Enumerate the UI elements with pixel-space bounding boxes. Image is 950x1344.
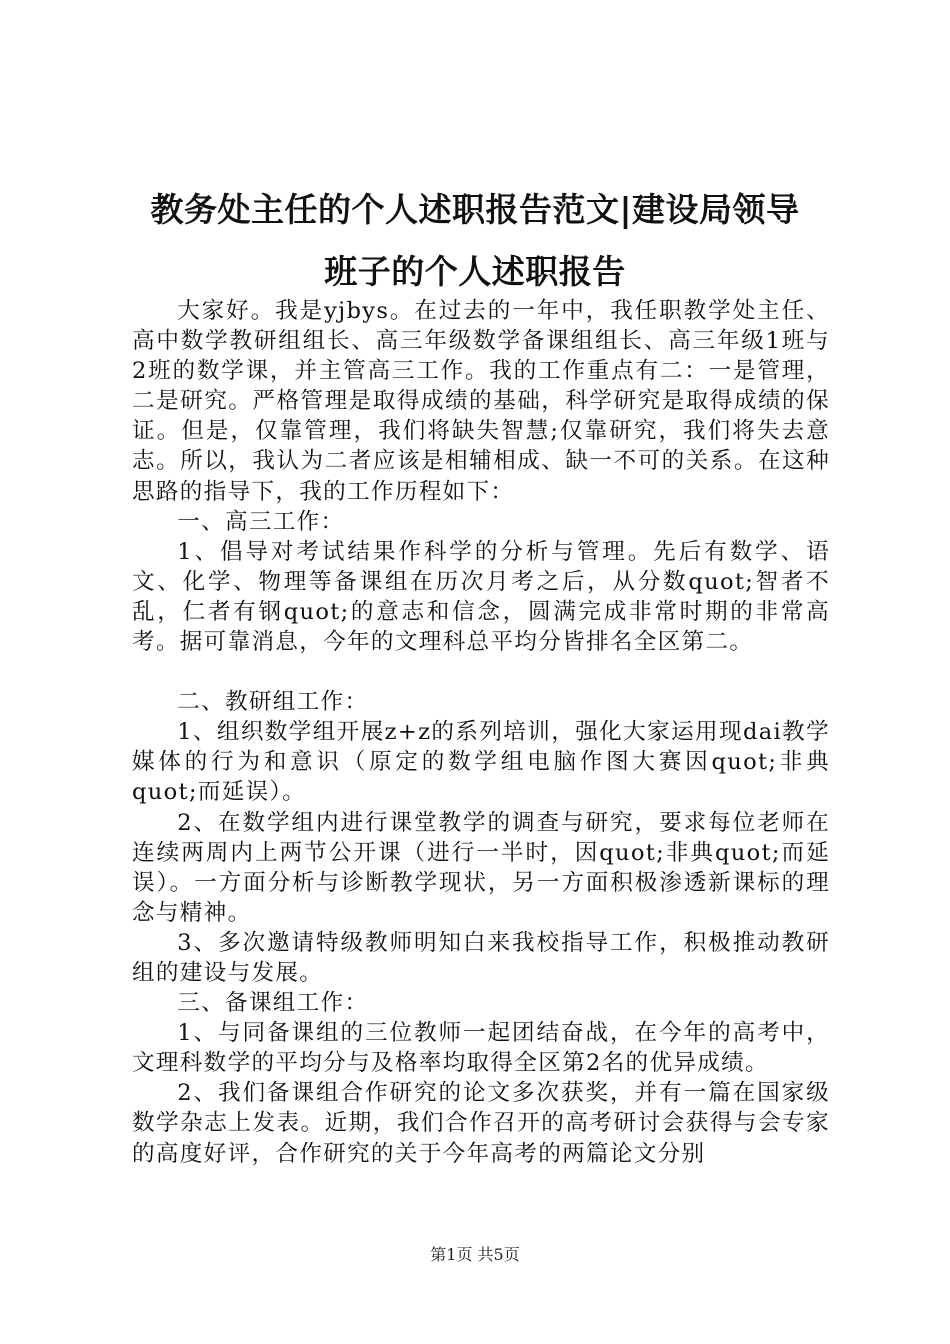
document-title-line-1: 教务处主任的个人述职报告范文|建设局领导 xyxy=(150,190,800,229)
section-heading-1: 一、高三工作： xyxy=(177,508,345,535)
paragraph-2-3: 3、多次邀请特级教师明知白来我校指导工作，积极推动教研组的建设与发展。 xyxy=(132,929,830,986)
paragraph-3-2: 2、我们备课组合作研究的论文多次获奖，并有一篇在国家级数学杂志上发表。近期，我们合作召开的高考研讨会获得与会专家的高度好评，合作研究的关于今年高考的两篇论文分别 xyxy=(132,1080,830,1167)
paragraph-2-2: 2、在数学组内进行课堂教学的调查与研究，要求每位老师在连续两周内上两节公开课（进行一半时，因quot;非典quot;而延误）。一方面分析与诊断教学现状，另一方面积极渗透新课标的理念与精神。 xyxy=(132,809,830,926)
document-body xyxy=(132,296,830,1169)
paragraph-intro: 大家好。我是yjbys。在过去的一年中，我任职教学处主任、高中数学教研组组长、高三年级数学备课组组长、高三年级1班与2班的数学课，并主管高三工作。我的工作重点有二：一是管理，二是研究。严格管理是取得成绩的基础，科学研究是取得成绩的保证。但是，仅靠管理，我们将缺失智慧;仅靠研究，我们将失去意志。所以，我认为二者应该是相辅相成、缺一不可的关系。在这种思路的指导下，我的工作历程如下： xyxy=(132,298,830,505)
paragraph-2-1: 1、组织数学组开展z+z的系列培训，强化大家运用现dai教学媒体的行为和意识（原定的数学组电脑作图大赛因quot;非典quot;而延误）。 xyxy=(132,719,830,806)
section-heading-2: 二、教研组工作： xyxy=(177,689,369,716)
paragraph-1-1: 1、倡导对考试结果作科学的分析与管理。先后有数学、语文、化学、物理等备课组在历次月考之后，从分数quot;智者不乱，仁者有钢quot;的意志和信念，圆满完成非常时期的非常高考。据可靠消息，今年的文理科总平均分皆排名全区第二。 xyxy=(132,538,830,656)
paragraph-3-1: 1、与同备课组的三位教师一起团结奋战，在今年的高考中，文理科数学的平均分与及格率均取得全区第2名的优异成绩。 xyxy=(132,1020,830,1077)
document-title-line-2: 班子的个人述职报告 xyxy=(324,252,626,291)
page-footer: 第1页 共5页 xyxy=(430,1245,520,1264)
section-heading-3: 三、备课组工作： xyxy=(177,990,369,1017)
